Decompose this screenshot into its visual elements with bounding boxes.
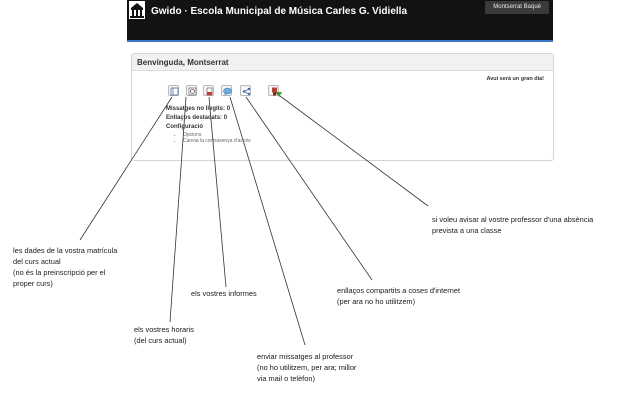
note-reports <box>191 288 257 299</box>
featured-links-count: 0 <box>223 115 228 121</box>
unread-messages-count: 0 <box>226 106 231 112</box>
featured-links-label: Enllaços destacats: <box>166 115 223 121</box>
note-enrollment-line1: les dades de la vostra matrícula <box>13 246 118 255</box>
config-item-change-password[interactable]: • Canvia la contrasenya d'accés <box>183 138 251 144</box>
arrow-links <box>246 97 372 280</box>
note-absence-line1: si voleu avisar al vostre professor d'una absència <box>432 215 594 224</box>
note-links-line1: enllaços compartits a coses d'internet <box>337 286 461 295</box>
unread-messages-label: Missatges no llegits: <box>166 106 226 112</box>
note-schedules-line1: els vostres horaris <box>134 325 194 334</box>
arrow-reports <box>209 97 226 287</box>
note-enrollment-line4: proper curs) <box>13 279 53 288</box>
arrow-absence <box>276 93 428 206</box>
note-schedules-line2: (del curs actual) <box>134 336 187 345</box>
welcome-greeting: Benvinguda, Montserrat <box>137 58 229 67</box>
daily-motto: Avui serà un gran dia! <box>486 76 544 82</box>
config-title: Configuració <box>166 124 203 130</box>
app-title[interactable]: Gwido · Escola Municipal de Música Carles G. Vidiella <box>151 6 408 17</box>
note-enrollment-line3: (no és la preinscripció per el <box>13 268 106 277</box>
arrow-enrollment <box>80 97 172 240</box>
arrow-messages <box>230 97 305 345</box>
note-absence-line2: prevista a una classe <box>432 226 502 235</box>
note-enrollment-line2: del curs actual <box>13 257 61 266</box>
config-item-options[interactable]: • Opcions <box>183 132 251 138</box>
arrow-schedules <box>170 97 186 322</box>
note-enrollment <box>13 245 117 289</box>
note-messages-line2: (no ho utilitzem, per ara; millor <box>257 363 357 372</box>
arrow-head-absence <box>276 92 282 97</box>
note-links-line2: (per ara no ho utilitzem) <box>337 297 416 306</box>
note-messages-line3: via mail o telèfon) <box>257 374 315 383</box>
user-menu-button[interactable]: Montserrat Baqué <box>485 1 549 14</box>
note-messages-line1: enviar missatges al professor <box>257 352 354 361</box>
note-messages <box>257 351 356 384</box>
note-schedules <box>134 324 194 346</box>
note-absence <box>432 214 593 236</box>
note-reports-line1: els vostres informes <box>191 289 257 298</box>
note-links <box>337 285 460 307</box>
